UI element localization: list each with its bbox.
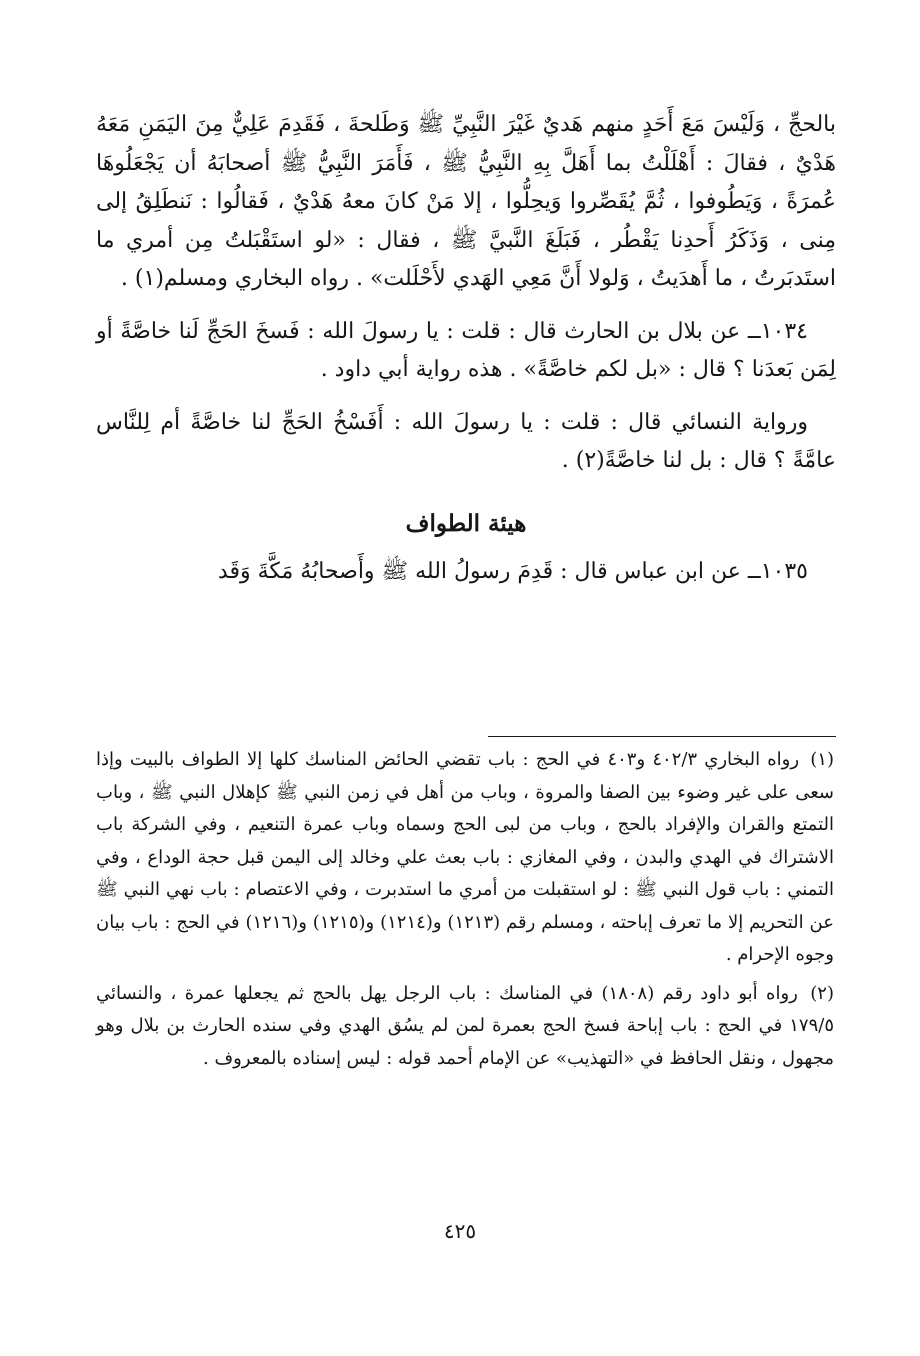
hadith-1034-nasai: ورواية النسائي قال : قلت : يا رسولَ الله : أَفَسْخُ الحَجِّ لنا خاصَّةً أم لِلنَّاس عامَّةً ؟ قال : بل لنا خاصَّةً(٢) . [96,409,836,473]
footnote-text: رواه البخاري ٤٠٢/٣ و٤٠٣ في الحج : باب تقضي الحائض المناسك كلها إلا الطواف بالبيت وإذا سعى على غير وضوء بين الصفا والمروة ، وباب من أهل في زمن النبي ﷺ كإهلال النبي ﷺ ، وباب التمتع والقران والإفراد بالحج ، وباب من لبى الحج وسماه وباب عمرة التنعيم ، وفي الشركة باب الاشتراك في الهدي والبدن ، وفي المغازي : باب بعث علي وخالد إلى اليمن قبل حجة الوداع ، وفي التمني : باب قول النبي ﷺ : لو استقبلت من أمري ما استدبرت ، وفي الاعتصام : باب نهي النبي ﷺ عن التحريم إلا ما تعرف إباحته ، ومسلم رقم (١٢١٣) و(١٢١٤) و(١٢١٥) و(١٢١٦) في الحج : باب بيان وجوه الإحرام . [96,749,834,965]
page-number: ٤٢٥ [443,1219,477,1243]
footnote-1 [96,744,834,972]
footnote-separator [488,736,836,737]
main-text-block [96,106,836,591]
hadith-1034-abu-dawud: ١٠٣٤ــ عن بلال بن الحارث قال : قلت : يا رسولَ الله : فَسخَ الحَجِّ لَنا خاصَّةً أو لِمَن بَعدَنا ؟ قال : «بل لكم خاصَّةً» . هذه رواية أبي داود . [96,318,836,382]
footnote-text: رواه أبو داود رقم (١٨٠٨) في المناسك : باب الرجل يهل بالحج ثم يجعلها عمرة ، والنسائي ١٧٩/٥ في الحج : باب إباحة فسخ الحج بعمرة لمن لم يسُق الهدي وفي سنده الحارث بن بلال وهو مجهول ، ونقل الحافظ في «التهذيب» عن الإمام أحمد قوله : ليس إسناده بالمعروف . [96,982,834,1069]
footnotes-block [96,744,834,1081]
section-heading: هيئة الطواف [405,509,527,537]
footnote-number: (١) [810,749,834,770]
footnote-2 [96,978,834,1076]
hadith-1035: ١٠٣٥ــ عن ابن عباس قال : قَدِمَ رسولُ الله ﷺ وأَصحابُهُ مَكَّةَ وَقَد [217,558,808,584]
footnote-number: (٢) [810,982,834,1004]
intro-text: بالحجِّ ، وَلَيْسَ مَعَ أَحَدٍ منهم هَديٌ غَيْرَ النَّبِيِّ ﷺ وَطَلحةَ ، فَقَدِمَ عَلِيٌّ مِنَ اليَمَنِ مَعَهُ هَدْيٌ ، فقالَ : أَهْلَلْتُ بما أَهَلَّ بِهِ النَّبِيُّ ﷺ ، فَأَمَرَ النَّبِيُّ ﷺ أصحابَهُ أن يَجْعَلُوهَا عُمرَةً ، وَيَطُوفوا ، ثُمَّ يُقَصِّروا وَيحِلُّوا ، إلا مَنْ كانَ معهُ هَدْيٌ ، فَقالُوا : نَنطَلِقُ إلى مِنى ، وَذَكَرُ أَحدِنا يَقْطُر ، فَبَلَغَ النَّبيَّ ﷺ ، فقال : «لو استَقْبَلتُ مِن أمري ما استَدبَرتُ ، ما أَهدَيتُ ، وَلولا أَنَّ مَعِي الهَدي لأَحْلَلت» . [96,112,836,291]
intro-reference: رواه البخاري ومسلم(١) . [120,266,349,291]
intro-paragraph [96,106,836,299]
